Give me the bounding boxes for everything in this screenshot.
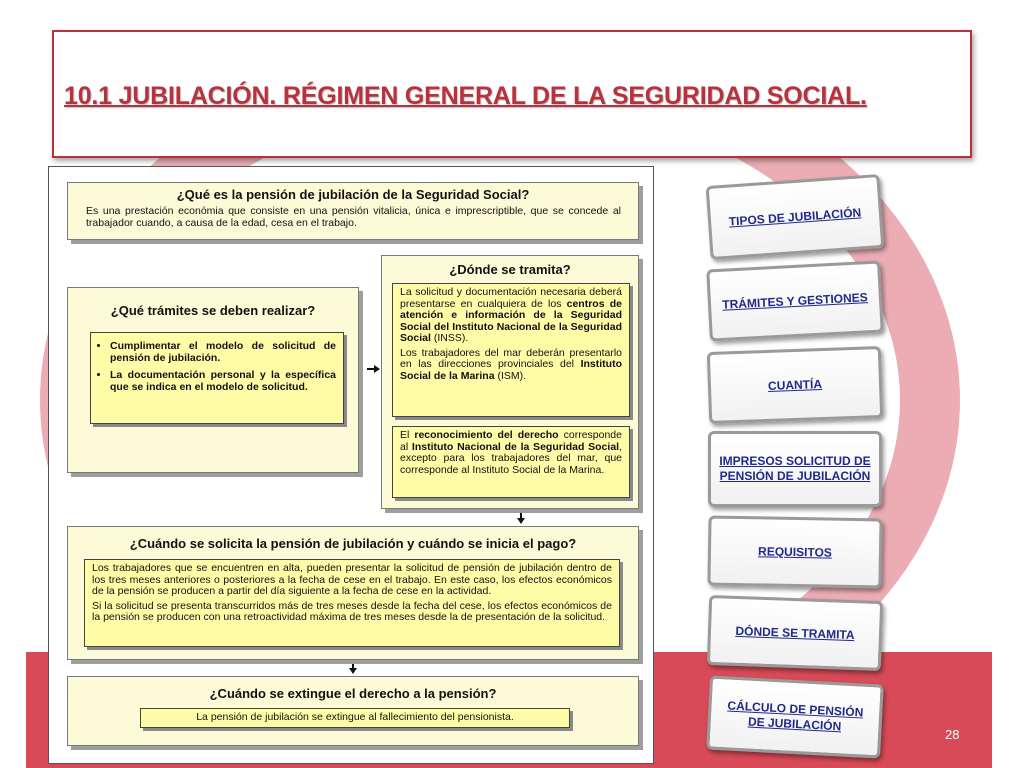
nav-button-cuantia[interactable] — [707, 346, 883, 424]
title-box — [52, 30, 972, 158]
where-text: (INSS). — [430, 332, 469, 344]
nav-button-label: REQUISITOS — [757, 543, 833, 560]
procedures-list-box — [90, 332, 344, 424]
where-paragraph-inss — [400, 287, 622, 345]
nav-button-label: TRÁMITES Y GESTIONES — [721, 289, 869, 312]
nav-button-requisitos[interactable] — [707, 515, 882, 588]
where-text-bold: centros de atención e información de la Seguridad Social del Instituto Nacional de la Seguridad Social — [400, 297, 622, 344]
extinction-box — [67, 676, 639, 746]
where-text-bold: Instituto Nacional de la Seguridad Social — [411, 440, 620, 453]
extinction-text-box — [140, 708, 570, 728]
nav-button-calculo-pension[interactable] — [706, 675, 884, 758]
nav-button-tramites-gestiones[interactable] — [706, 260, 884, 341]
when-heading: ¿Cuándo se solicita la pensión de jubilación y cuándo se inicia el pago? — [129, 536, 577, 551]
nav-button-impresos-solicitud[interactable] — [708, 431, 882, 507]
what-is-box — [67, 182, 639, 240]
where-centers-box — [392, 283, 630, 417]
nav-button-label: DÓNDE SE TRAMITA — [735, 623, 855, 642]
page-title: 10.1 JUBILACIÓN. RÉGIMEN GENERAL DE LA SEGURIDAD SOCIAL. — [64, 82, 867, 110]
where-paragraph-ism — [400, 348, 622, 383]
procedures-heading: ¿Qué trámites se deben realizar? — [110, 303, 316, 318]
where-text-bold: reconocimiento del derecho — [414, 429, 559, 441]
where-text: La solicitud y documentación necesaria deberá presentarse en cualquiera de los — [400, 286, 622, 310]
nav-button-label: TIPOS DE JUBILACIÓN — [728, 204, 862, 229]
where-paragraph-recognition — [400, 430, 622, 476]
nav-button-tipos-jubilacion[interactable] — [706, 174, 885, 260]
where-box — [381, 255, 639, 509]
where-text: corresponde al — [400, 429, 622, 453]
arrow-down-icon — [517, 518, 525, 524]
procedure-item: • Cumplimentar el modelo de solicitud de pensión de jubilación. — [110, 341, 336, 364]
extinction-text: La pensión de jubilación se extingue al fallecimiento del pensionista. — [196, 711, 514, 723]
nav-button-donde-se-tramita[interactable] — [707, 595, 883, 671]
where-text-bold: Instituto Social de la Marina — [400, 358, 622, 382]
arrow-right-icon — [374, 365, 380, 373]
procedure-item: • La documentación personal y la específica que se indica en el modelo de solicitud. — [110, 370, 336, 393]
pension-diagram — [48, 166, 654, 764]
where-heading: ¿Dónde se tramita? — [449, 262, 571, 277]
when-paragraph: Los trabajadores que se encuentren en alta, pueden presentar la solicitud de pensión de jubilación dentro de los tres meses anteriores o posteriores a la fecha de cese en el trabajo. En este caso, los efectos económicos de la pensión se producen a partir del día siguiente a la fecha de cese en la actividad. — [92, 562, 612, 597]
nav-button-label: IMPRESOS SOLICITUD DE PENSIÓN DE JUBILACIÓN — [719, 454, 871, 483]
where-recognition-box — [392, 426, 630, 498]
when-text-box — [84, 559, 620, 647]
nav-button-label: CÁLCULO DE PENSIÓN DE JUBILACIÓN — [727, 698, 864, 734]
page-number: 28 — [945, 727, 960, 742]
what-is-heading: ¿Qué es la pensión de jubilación de la Seguridad Social? — [176, 187, 530, 202]
what-is-text: Es una prestación económia que consiste en una pensión vitalicia, única e imprescriptible, que se concede al trabajador cuando, a causa de la edad, cesa en el trabajo. — [86, 205, 621, 229]
where-text: El — [400, 429, 415, 441]
where-text: , excepto para los trabajadores del mar, que corresponde al Instituto Social de la Marina. — [400, 440, 622, 476]
when-box — [67, 526, 639, 660]
nav-button-label: CUANTÍA — [767, 376, 823, 393]
where-text: Los trabajadores del mar deberán presentarlo en las direcciones provinciales del — [400, 346, 622, 370]
arrow-down-icon — [349, 668, 357, 674]
extinction-heading: ¿Cuándo se extingue el derecho a la pensión? — [209, 686, 497, 701]
when-paragraph: Si la solicitud se presenta transcurridos más de tres meses desde la fecha del cese, los efectos económicos de la pensión se producen con una retroactividad máxima de tres meses desde la de presentación de la solicitud. — [92, 599, 612, 623]
procedures-list — [98, 341, 336, 393]
procedures-box — [67, 287, 359, 473]
where-text: (ISM). — [494, 369, 527, 382]
